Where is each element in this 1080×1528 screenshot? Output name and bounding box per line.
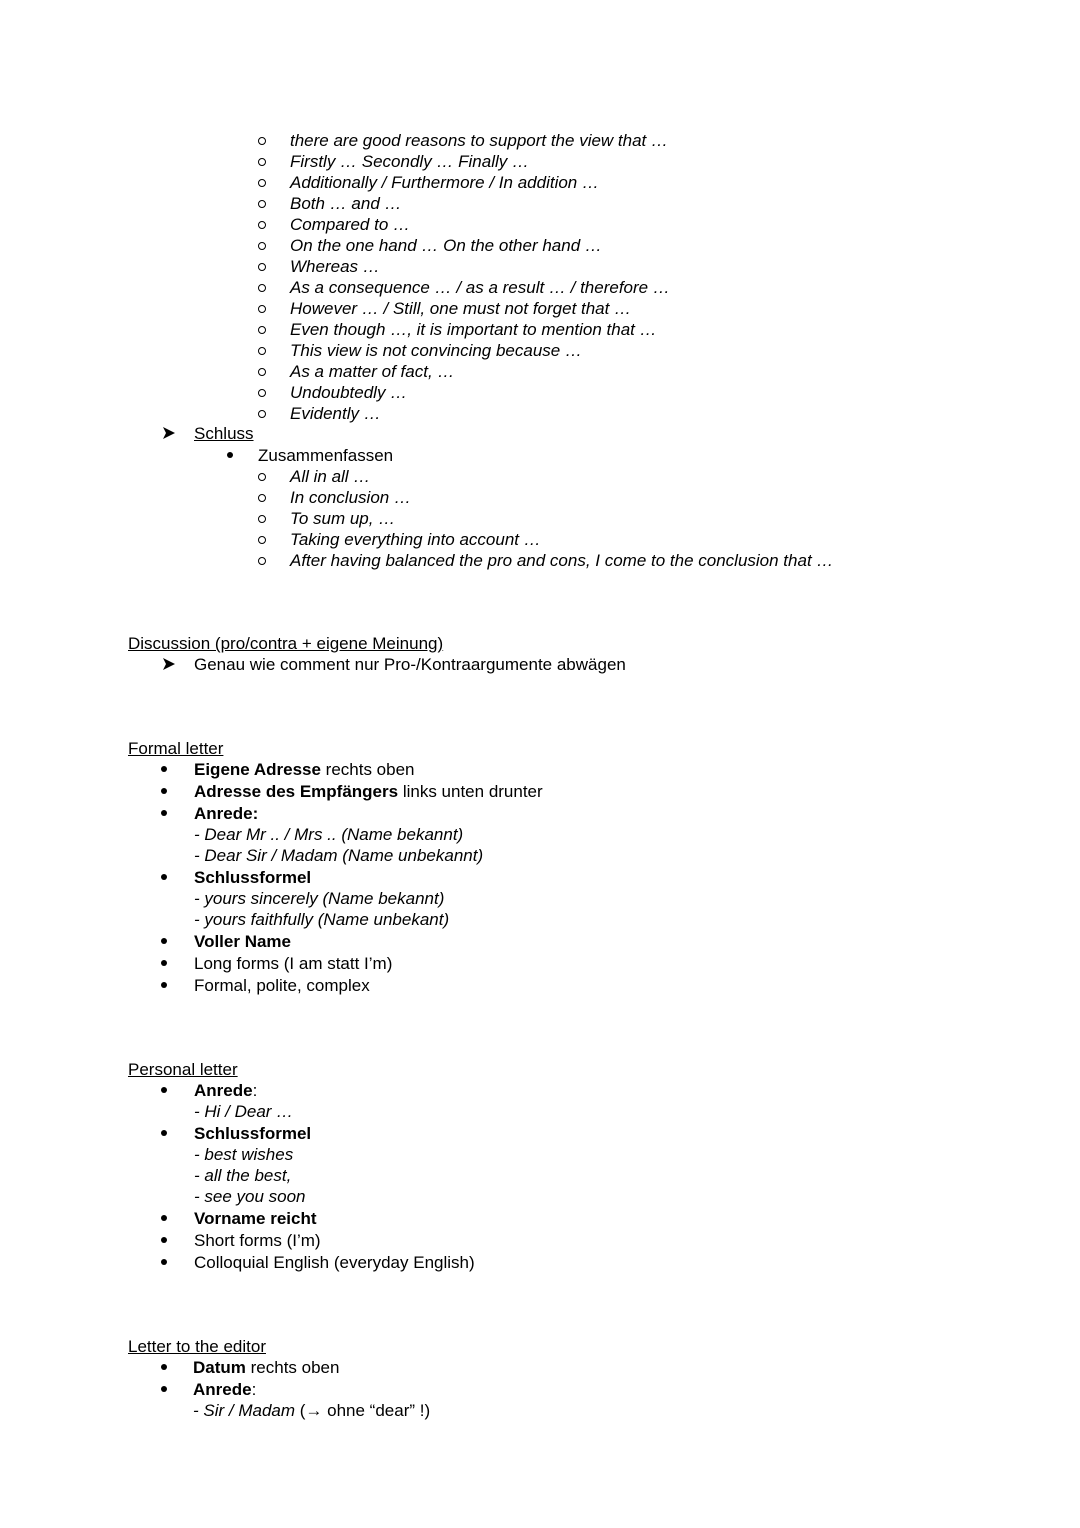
circle-bullet-icon xyxy=(258,242,266,250)
bullet-icon xyxy=(161,1087,167,1093)
phrase-item: Both … and … xyxy=(290,194,402,213)
circle-bullet-icon xyxy=(258,158,266,166)
circle-bullet-icon xyxy=(258,200,266,208)
formal-letter-subitem: - Dear Sir / Madam (Name unbekannt) xyxy=(194,846,484,865)
circle-bullet-icon xyxy=(258,326,266,334)
circle-bullet-icon xyxy=(258,179,266,187)
arrowhead-bullet-icon xyxy=(162,426,176,440)
formal-letter-subitem: - Dear Mr .. / Mrs .. (Name bekannt) xyxy=(194,825,464,844)
formal-letter-heading: Formal letter xyxy=(128,739,224,758)
circle-bullet-icon xyxy=(258,536,266,544)
arrowhead-bullet-icon xyxy=(162,657,176,671)
phrase-item: there are good reasons to support the view that … xyxy=(290,131,669,150)
phrase-item: As a matter of fact, … xyxy=(290,362,455,381)
formal-letter-item: Formal, polite, complex xyxy=(194,976,370,995)
bullet-icon xyxy=(161,810,167,816)
formal-letter-subitem: - yours faithfully (Name unbekant) xyxy=(194,910,450,929)
personal-letter-item: Short forms (I’m) xyxy=(194,1231,321,1250)
item-text: links unten drunter xyxy=(398,782,543,801)
bullet-icon xyxy=(161,982,167,988)
schluss-bullet: Zusammenfassen xyxy=(258,446,394,465)
bullet-icon xyxy=(161,874,167,880)
circle-bullet-icon xyxy=(258,137,266,145)
item-text: : xyxy=(251,1380,257,1399)
bullet-icon xyxy=(161,938,167,944)
circle-bullet-icon xyxy=(258,389,266,397)
personal-letter-subitem: - best wishes xyxy=(194,1145,294,1164)
phrase-item: However … / Still, one must not forget that … xyxy=(290,299,632,318)
circle-bullet-icon xyxy=(258,284,266,292)
phrase-item: Undoubtedly … xyxy=(290,383,408,402)
item-bold: Datum xyxy=(193,1358,246,1377)
item-text: rechts oben xyxy=(320,760,415,779)
formal-letter-item: Long forms (I am statt I’m) xyxy=(194,954,393,973)
personal-letter-heading: Personal letter xyxy=(128,1060,238,1079)
circle-bullet-icon xyxy=(258,221,266,229)
letter-editor-subitem xyxy=(193,1400,430,1421)
personal-letter-subitem: - all the best, xyxy=(194,1166,292,1185)
formal-letter-item: Voller Name xyxy=(194,932,292,951)
letter-editor-item xyxy=(193,1379,256,1400)
formal-letter-item xyxy=(194,781,543,802)
phrase-item: Compared to … xyxy=(290,215,410,234)
letter-editor-heading: Letter to the editor xyxy=(128,1337,266,1356)
bullet-icon xyxy=(161,1237,167,1243)
schluss-phrase: Taking everything into account … xyxy=(290,530,541,549)
bullet-icon xyxy=(227,452,233,458)
item-bold: Anrede xyxy=(194,1081,253,1100)
bullet-icon xyxy=(161,1259,167,1265)
personal-letter-subitem: - Hi / Dear … xyxy=(194,1102,294,1121)
phrase-item: Whereas … xyxy=(290,257,380,276)
bullet-icon xyxy=(161,1215,167,1221)
phrase-item: Firstly … Secondly … Finally … xyxy=(290,152,529,171)
item-bold: Eigene Adresse xyxy=(194,760,321,779)
item-bold: Adresse des Empfängers xyxy=(194,782,399,801)
circle-bullet-icon xyxy=(258,515,266,523)
circle-bullet-icon xyxy=(258,557,266,565)
phrase-item: On the one hand … On the other hand … xyxy=(290,236,602,255)
discussion-heading: Discussion (pro/contra + eigene Meinung) xyxy=(128,634,444,653)
formal-letter-item: Anrede: xyxy=(194,804,259,823)
bullet-icon xyxy=(161,788,167,794)
schluss-phrase: After having balanced the pro and cons, I come to the conclusion that … xyxy=(290,551,834,570)
schluss-phrase: In conclusion … xyxy=(290,488,411,507)
phrase-item: Additionally / Furthermore / In addition … xyxy=(290,173,599,192)
schluss-phrase: All in all … xyxy=(290,467,371,486)
formal-letter-subitem: - yours sincerely (Name bekannt) xyxy=(194,889,445,908)
bullet-icon xyxy=(161,1386,167,1392)
item-text: : xyxy=(252,1081,258,1100)
personal-letter-item xyxy=(194,1080,257,1101)
formal-letter-item xyxy=(194,759,415,780)
item-bold: Anrede xyxy=(193,1380,252,1399)
personal-letter-item: Colloquial English (everyday English) xyxy=(194,1253,475,1272)
personal-letter-item: Schlussformel xyxy=(194,1124,312,1143)
circle-bullet-icon xyxy=(258,494,266,502)
phrase-item: This view is not convincing because … xyxy=(290,341,582,360)
phrase-item: As a consequence … / as a result … / therefore … xyxy=(290,278,670,297)
bullet-icon xyxy=(161,960,167,966)
schluss-heading: Schluss xyxy=(194,424,254,443)
circle-bullet-icon xyxy=(258,473,266,481)
bullet-icon xyxy=(161,766,167,772)
formal-letter-item: Schlussformel xyxy=(194,868,312,887)
phrase-item: Evidently … xyxy=(290,404,381,423)
discussion-item: Genau wie comment nur Pro-/Kontraargumente abwägen xyxy=(194,655,626,674)
circle-bullet-icon xyxy=(258,347,266,355)
item-italic: - Sir / Madam xyxy=(193,1401,296,1420)
phrase-item: Even though …, it is important to mention that … xyxy=(290,320,657,339)
schluss-phrase: To sum up, … xyxy=(290,509,396,528)
letter-editor-item xyxy=(193,1357,339,1378)
circle-bullet-icon xyxy=(258,368,266,376)
bullet-icon xyxy=(161,1364,167,1370)
bullet-icon xyxy=(161,1130,167,1136)
circle-bullet-icon xyxy=(258,305,266,313)
personal-letter-item: Vorname reicht xyxy=(194,1209,317,1228)
personal-letter-subitem: - see you soon xyxy=(194,1187,306,1206)
item-text: rechts oben xyxy=(245,1358,340,1377)
circle-bullet-icon xyxy=(258,410,266,418)
item-text: (→ ohne “dear” !) xyxy=(295,1401,431,1420)
circle-bullet-icon xyxy=(258,263,266,271)
